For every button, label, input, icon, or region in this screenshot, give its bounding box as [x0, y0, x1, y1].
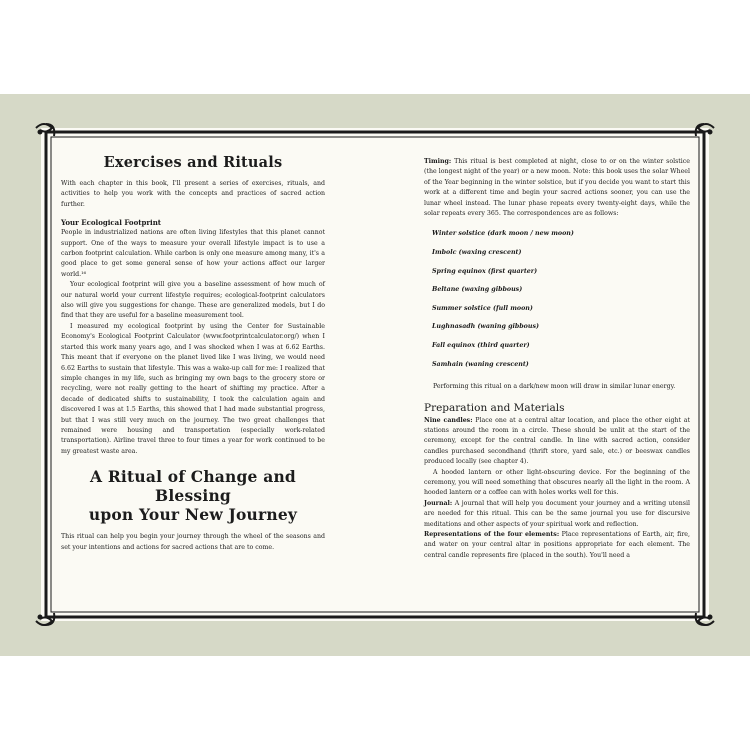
journal-paragraph: [424, 499, 690, 530]
elements-paragraph: [424, 530, 690, 561]
list-item: Summer solstice (full moon): [432, 304, 533, 312]
ritual-title-line-2: upon Your New Journey: [88, 505, 298, 525]
correspondence-list: [432, 225, 690, 374]
paragraph: This ritual can help you begin your journey through the wheel of the seasons and set your intentions and actions for sacred actions that are to come.: [61, 533, 325, 551]
list-item: Beltane (waxing gibbous): [432, 286, 523, 294]
section-title: Exercises and Rituals: [103, 154, 283, 171]
candles-paragraph: [424, 416, 690, 468]
list-item: Imbolc (waxing crescent): [432, 249, 522, 257]
timing-text: This ritual is best completed at night, close to or on the winter solstice (the longest night of the year) or a new moon. Note: this book uses the solar Wheel of the Year beginning in the winter solstice, but if you decide you want to start this work at a different time and begin your sacred actions sooner, you can use the lunar wheel instead. The lunar phase repeats every twenty-eight days, while the solar repeats every 365. The correspondences are as follows:: [424, 158, 690, 218]
timing-paragraph: [424, 157, 690, 219]
candles-label: Nine candles:: [424, 416, 473, 424]
right-page-column: [424, 157, 690, 561]
ritual-title-line-1: A Ritual of Change and Blessing: [90, 467, 296, 506]
list-item: Fall equinox (third quarter): [432, 342, 530, 349]
candles-text: Place one at a central altar location, and place the other eight at stations around the room in a circle. These should be unlit at the start of the ceremony, except for the central candle. In line with sacred action, consider candles purchased secondhand (thrift store, yard sale, etc.) or beeswax candles produced locally (see chapter 4).: [424, 416, 691, 466]
elements-text: Place representations of Earth, air, fire, and water on your central altar in positions appropriate for each element. The central candle represents fire (placed in the south). You'll need a: [424, 531, 690, 559]
paragraph: I measured my ecological footprint by using the Center for Sustainable Economy's Ecological Footprint Calculator (www.footprintcalculator.org/) when I started this work many years ago, and I was shocked when I was at 6.62 Earths. This meant that if everyone on the planet lived like I was living, we would need 6.62 Earths to sustain that lifestyle. This was a wake-up call for me: I realized that simple changes in my life, such as bringing my own bags to the grocery store or recycling, were not really getting to the heart of shifting my practice. After a decade of dedicated shifts to sustainability, I took the calculation again and discovered I was at 1.5 Earths, this showed that I had made substantial progress, but that I was still very much on the journey. The two great challenges that remained were housing and transportation (especially work-related transportation). Airline travel three to four times a year for work continued to be my greatest waste area.: [61, 322, 325, 455]
paragraph: Performing this ritual on a dark/new moon will draw in similar lunar energy.: [433, 383, 676, 391]
lantern-paragraph: A hooded lantern or other light-obscuring device. For the beginning of the ceremony, you will need something that obscures nearly all the light in the room. A hooded lantern or a coffee can with holes works well for this.: [424, 468, 690, 497]
list-item: Spring equinox (first quarter): [432, 267, 538, 275]
timing-label: Timing:: [424, 158, 452, 165]
paragraph: People in industrialized nations are often living lifestyles that this planet cannot support. One of the ways to measure your overall lifestyle impact is to use a carbon footprint calculation. While carbon is only one measure among many, it's a good place to get some general sense of how your actions affect our larger world.¹⁶: [61, 229, 325, 278]
list-item: Winter solstice (dark moon / new moon): [432, 230, 574, 238]
intro-paragraph: With each chapter in this book, I'll present a series of exercises, rituals, and activities to help you work with the concepts and practices of sacred action further.: [61, 180, 325, 208]
elements-label: Representations of the four elements:: [424, 531, 560, 539]
journal-label: Journal:: [424, 499, 453, 507]
prep-heading: Preparation and Materials: [424, 401, 565, 414]
ritual-title: [61, 467, 325, 524]
paragraph: Your ecological footprint will give you a baseline assessment of how much of our natural world your current lifestyle requires; ecological-footprint calculators also will give you suggestions for change. These are generalized models, but I do find that they are useful for a baseline measurement tool.: [61, 281, 325, 320]
journal-text: A journal that will help you document your journey and a writing utensil are needed for this ritual. This can be the same journal you use for discursive meditations and other aspects of your spiritual work and reflection.: [424, 499, 690, 528]
footprint-heading: Your Ecological Footprint: [61, 218, 162, 228]
left-page-column: [61, 155, 325, 553]
list-item: Lughnasadh (waning gibbous): [432, 323, 539, 331]
list-item: Samhain (waning crescent): [432, 360, 529, 368]
